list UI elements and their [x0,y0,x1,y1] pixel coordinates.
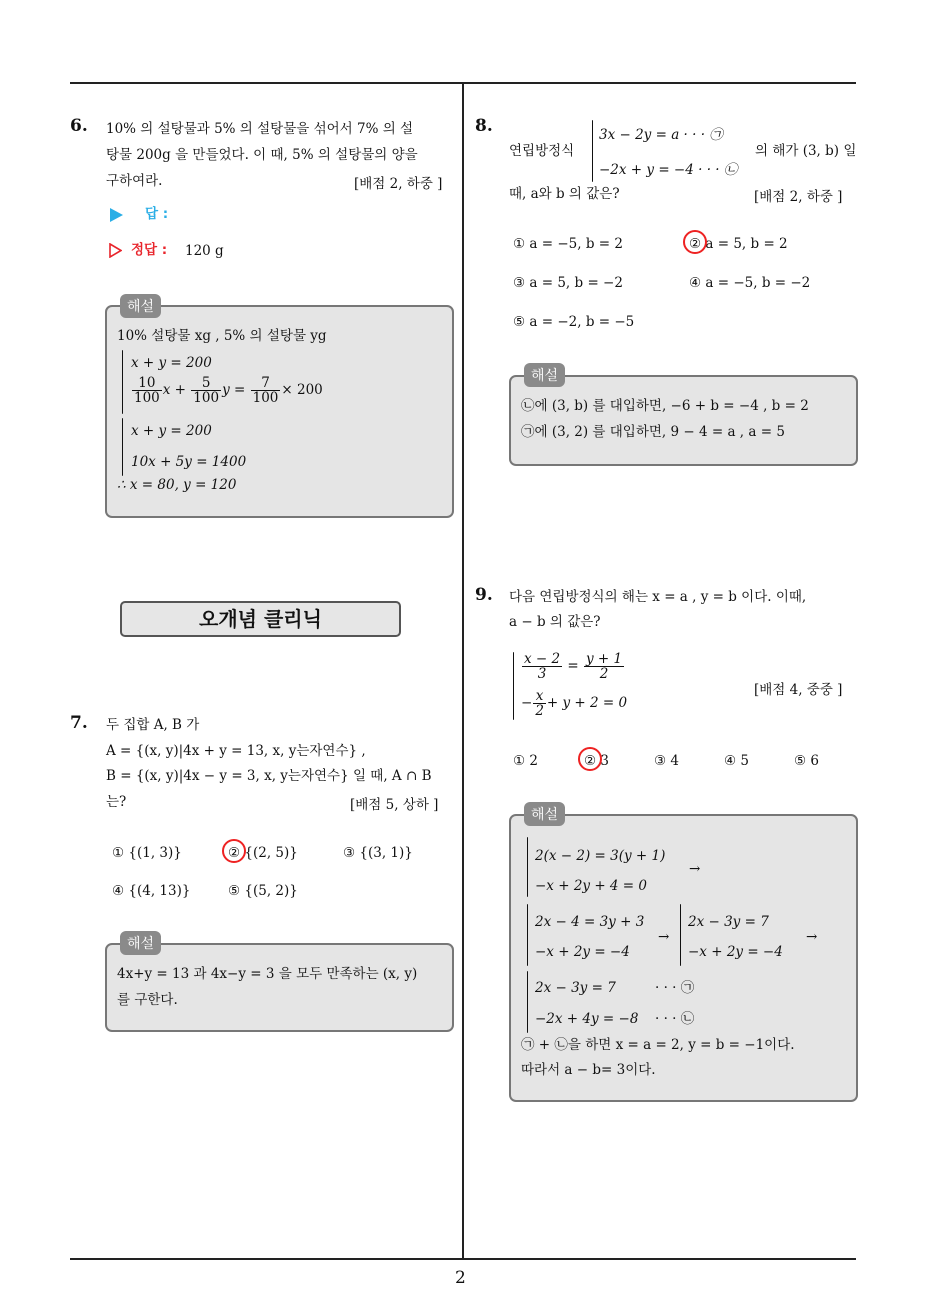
q8-choice-4[interactable]: ④ a = −5, b = −2 [689,275,811,291]
question-6-number: 6. [70,116,88,136]
q8-choice-5[interactable]: ⑤ a = −2, b = −5 [513,314,635,330]
q8-text-line2: 때, a와 b 의 값은? [509,186,620,202]
q7-text-line1: 두 집합 A, B 가 [106,717,200,733]
q9-sol-arrow1: → [689,861,701,877]
answer-triangle-icon [110,208,123,222]
q6-sol-conclusion: ∴ x = 80, y = 120 [117,477,237,493]
q7-sol-line2: 를 구한다. [117,992,178,1008]
q9-sol-d2-marker: · · · ㉡ [655,1011,695,1027]
q6-solution-tag: 해설 [120,294,161,318]
q7-choice-3[interactable]: ③ {(3, 1)} [343,845,413,861]
q9-sol-arrow2: → [658,929,670,945]
q6-correct-value: 120 g [185,243,224,259]
q9-sol-arrow3: → [806,929,818,945]
q7-text-line3: B = {(x, y)|4x − y = 3, x, y는자연수} 일 때, A ∩ B [106,768,432,784]
q8-choice-3[interactable]: ③ a = 5, b = −2 [513,275,623,291]
q6-text-line1: 10% 의 설탕물과 5% 의 설탕물을 섞어서 7% 의 설 [106,121,414,137]
q9-system-brace [513,652,514,720]
q7-text-line4: 는? [106,794,127,810]
q9-sol-line2: 따라서 a − b= 3이다. [521,1062,656,1078]
q9-sol-a2: −x + 2y + 4 = 0 [535,878,648,894]
q9-text-line2: a − b 의 값은? [509,614,601,630]
q7-sol-line1: 4x+y = 13 과 4x−y = 3 을 모두 만족하는 (x, y) [117,966,418,982]
q6-correct-label: 정답 : [131,242,168,258]
q9-choice-2[interactable]: ② 3 [584,753,609,769]
q9-sol-d1: 2x − 3y = 7 [535,980,616,996]
q8-sol-line1: ㉡에 (3, b) 를 대입하면, −6 + b = −4 , b = 2 [521,398,809,414]
q9-sol-line1: ㉠ + ㉡을 하면 x = a = 2, y = b = −1이다. [521,1037,795,1053]
question-9-number: 9. [475,585,493,605]
q9-eq1: $\frac{x - 2}{3}$ = $\frac{y + 1}{2}$ [524,651,623,682]
q6-sol-eq3: x + y = 200 [131,423,212,439]
q9-choice-4[interactable]: ④ 5 [724,753,749,769]
q7-choice-5[interactable]: ⑤ {(5, 2)} [228,883,298,899]
q9-choice-5[interactable]: ⑤ 6 [794,753,819,769]
q8-text-pre: 연립방정식 [509,143,575,159]
q9-sol-brace4 [527,971,528,1033]
q9-sol-brace1 [527,837,528,897]
page-number: 2 [455,1268,466,1288]
q6-text-line3: 구하여라. [106,173,163,189]
q8-solution-tag: 해설 [524,363,565,387]
q9-sol-b1: 2x − 4 = 3y + 3 [535,914,645,930]
q9-sol-brace2 [527,904,528,966]
q6-points: [배점 2, 하중 ] [354,176,443,192]
q9-sol-c1: 2x − 3y = 7 [688,914,769,930]
q7-choice-2[interactable]: ② {(2, 5)} [228,845,298,861]
q9-eq2: − $\frac{x}{2}$ + y + 2 = 0 [521,688,628,719]
bottom-rule [70,1258,856,1260]
q9-solution-tag: 해설 [524,802,565,826]
q8-eq1: 3x − 2y = a · · · ㉠ [599,127,723,143]
q6-sol-brace1 [122,350,123,414]
q7-choice-4[interactable]: ④ {(4, 13)} [112,883,191,899]
q6-sol-eq1: x + y = 200 [131,355,212,371]
q9-sol-c2: −x + 2y = −4 [688,944,783,960]
q8-sol-line2: ㉠에 (3, 2) 를 대입하면, 9 − 4 = a , a = 5 [521,424,785,440]
q8-choice-2[interactable]: ② a = 5, b = 2 [689,236,788,252]
q6-text-line2: 탕물 200g 을 만들었다. 이 때, 5% 의 설탕물의 양을 [106,147,418,163]
column-divider [462,82,464,1259]
q9-answer-circle-mark [578,747,602,771]
q8-answer-circle-mark [683,230,707,254]
q9-points: [배점 4, 중중 ] [754,682,843,698]
q6-sol-eq2: $\frac{10}{100}$ x + $\frac{5}{100}$ y = $\frac{7}{100}$ × 200 [134,375,323,406]
q9-sol-brace3 [680,904,681,966]
q8-text-post: 의 해가 (3, b) 일 [755,143,857,159]
q9-sol-b2: −x + 2y = −4 [535,944,630,960]
q7-answer-circle-mark [222,839,246,863]
q9-sol-a1: 2(x − 2) = 3(y + 1) [535,848,666,864]
q9-text-line1: 다음 연립방정식의 해는 x = a , y = b 이다. 이때, [509,589,807,605]
q6-answer-label: 답 : [145,206,169,222]
q6-sol-brace2 [122,418,123,476]
q9-sol-d1-marker: · · · ㉠ [655,980,695,996]
q6-sol-line1: 10% 설탕물 xg , 5% 의 설탕물 yg [117,328,327,344]
q8-points: [배점 2, 하중 ] [754,189,843,205]
q9-choice-1[interactable]: ① 2 [513,753,538,769]
q7-choice-1[interactable]: ① {(1, 3)} [112,845,182,861]
q6-sol-eq4: 10x + 5y = 1400 [131,454,247,470]
q7-text-line2: A = {(x, y)|4x + y = 13, x, y는자연수} , [106,743,366,759]
q7-solution-tag: 해설 [120,931,161,955]
q7-points: [배점 5, 상하 ] [350,797,439,813]
misconception-clinic-banner: 오개념 클리닉 [120,601,401,637]
q8-choice-1[interactable]: ① a = −5, b = 2 [513,236,623,252]
q8-eq2: −2x + y = −4 · · · ㉡ [599,162,738,178]
correct-triangle-outline-icon [109,243,122,258]
q9-sol-d2: −2x + 4y = −8 [535,1011,639,1027]
question-8-number: 8. [475,116,493,136]
question-7-number: 7. [70,713,88,733]
q9-choice-3[interactable]: ③ 4 [654,753,679,769]
q8-system-brace [592,120,593,182]
